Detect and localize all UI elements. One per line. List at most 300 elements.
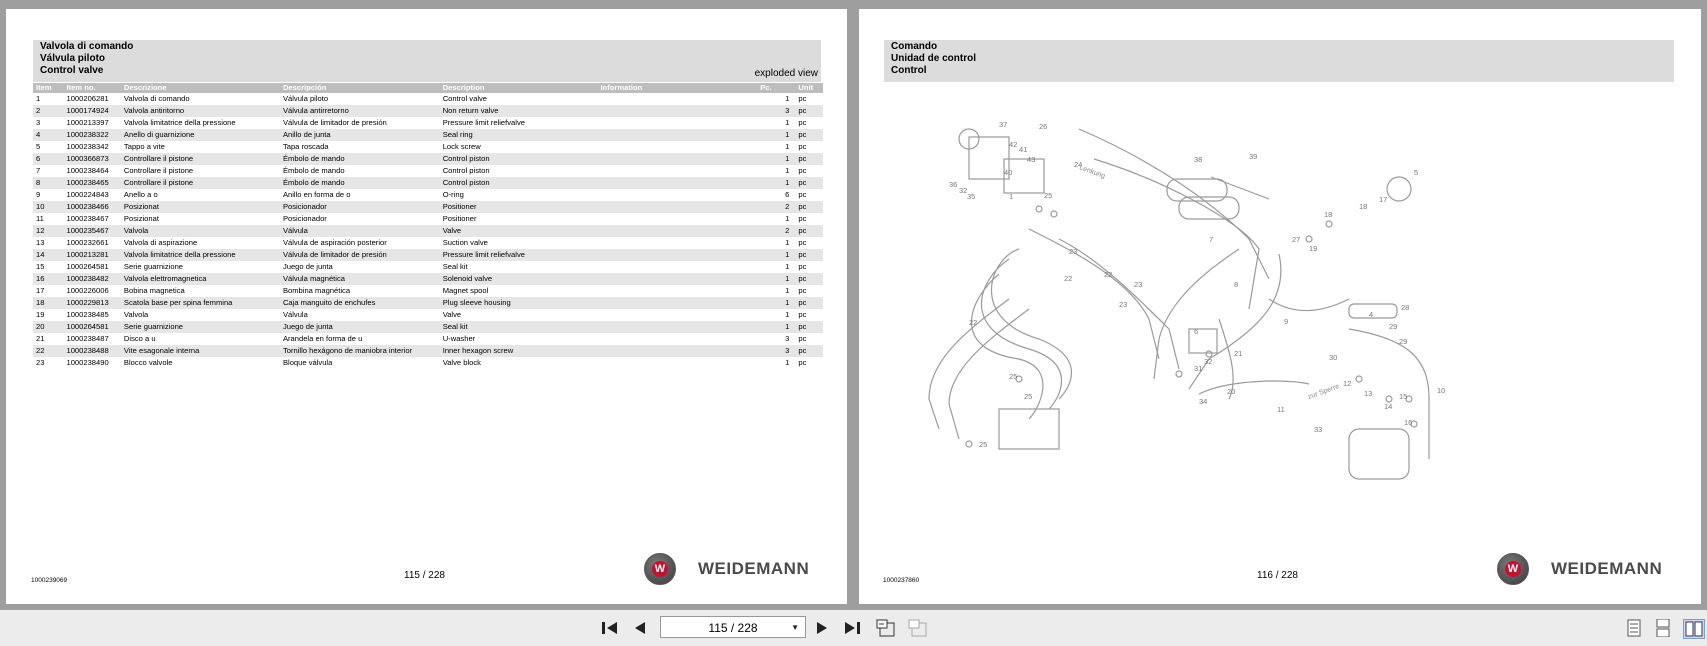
table-cell: Posizionat [121,213,280,225]
table-cell: U-washer [440,333,598,345]
table-cell: pc [795,225,823,237]
callout-number: 32 [1204,357,1213,366]
callout-number: 18 [1359,202,1368,211]
callout-number: 38 [1194,155,1203,164]
column-header: Descrizione [121,83,280,93]
table-cell: Positioner [440,201,598,213]
table-cell: 1 [760,153,795,165]
table-cell: Valvola di aspirazione [121,237,280,249]
table-cell: Bombina magnética [280,285,440,297]
document-number: 1000239069 [31,577,68,584]
hose-line [1269,299,1349,311]
table-cell: Válvula antirretorno [280,105,440,117]
table-cell: 1 [760,117,795,129]
table-cell: 1000238488 [63,345,120,357]
pump-housing [1349,429,1409,479]
callout-number: 5 [1414,168,1419,177]
table-cell: 1 [760,321,795,333]
table-cell: 5 [33,141,63,153]
table-cell: Válvula magnética [280,273,440,285]
table-cell: Seal ring [440,129,598,141]
table-cell: pc [795,105,823,117]
callout-number: 40 [1004,168,1013,177]
table-cell [597,201,760,213]
table-cell: 1 [760,309,795,321]
table-cell: Valvola limitatrice della pressione [121,117,280,129]
table-cell: 2 [760,225,795,237]
table-row [33,237,823,249]
table-cell: 3 [760,333,795,345]
table-row [33,357,823,369]
callout-number: 29 [1389,322,1398,331]
table-cell: 1 [760,165,795,177]
table-cell: Válvula de aspiración posterior [280,237,440,249]
callout-number: 14 [1384,402,1393,411]
column-header: Pc. [760,83,795,93]
table-cell: pc [795,309,823,321]
table-cell: Control piston [440,153,598,165]
table-cell: 1000238485 [63,309,120,321]
callout-number: 22 [969,318,978,327]
table-cell: Tappo a vite [121,141,280,153]
table-cell [597,165,760,177]
hose-line [1199,381,1309,394]
table-cell: 1000235467 [63,225,120,237]
table-cell: Émbolo de mando [280,177,440,189]
control-valve-block [969,137,1009,179]
table-cell: 17 [33,285,63,297]
table-cell: 1 [760,297,795,309]
label-zur-sperre: zur Sperre [1307,383,1341,401]
callout-number: 24 [1074,160,1083,169]
table-cell: Anillo en forma de o [280,189,440,201]
title-english: Control valve [40,65,104,76]
table-cell: 1 [760,177,795,189]
table-cell: 2 [33,105,63,117]
table-cell: Anello a o [121,189,280,201]
forward-view-icon[interactable] [908,619,928,637]
table-cell: 20 [33,321,63,333]
brand-name: WEIDEMANN [698,559,810,578]
table-row [33,297,823,309]
table-cell: Scatola base per spina femmina [121,297,280,309]
table-cell: Émbolo de mando [280,165,440,177]
table-cell: 1 [760,141,795,153]
table-cell: Juego de junta [280,261,440,273]
table-cell: 15 [33,261,63,273]
table-cell: Controllare il pistone [121,165,280,177]
callout-number: 27 [1292,235,1301,244]
callout-number: 16 [1404,418,1413,427]
table-cell: 3 [760,345,795,357]
page-number-field[interactable]: 115 / 228 ▼ [660,616,806,638]
table-row [33,165,823,177]
back-view-icon[interactable] [876,619,896,637]
table-cell: pc [795,261,823,273]
callout-number: 33 [1314,425,1323,434]
weidemann-logo [644,553,809,585]
table-cell [597,297,760,309]
table-cell: 22 [33,345,63,357]
table-cell [597,357,760,369]
table-cell: pc [795,321,823,333]
weidemann-logo [1497,553,1662,585]
diagram-header [884,40,1674,82]
table-cell: 1000238322 [63,129,120,141]
table-cell [597,129,760,141]
table-cell: pc [795,201,823,213]
continuous-page-icon[interactable] [1653,619,1673,637]
table-cell: pc [795,297,823,309]
table-cell: pc [795,153,823,165]
callout-number: 12 [1343,379,1352,388]
table-cell: pc [795,273,823,285]
table-cell: pc [795,237,823,249]
table-cell [597,225,760,237]
column-header: Unit [795,83,823,93]
callout-number: 28 [1401,303,1410,312]
table-cell: 18 [33,297,63,309]
parts-table-body [33,93,823,369]
table-cell [597,285,760,297]
table-cell: 1000366873 [63,153,120,165]
callout-number: 26 [1039,122,1048,131]
single-page-icon[interactable] [1624,619,1644,637]
table-cell: Disco a u [121,333,280,345]
table-row [33,141,823,153]
table-cell [597,189,760,201]
accumulator-sphere [1387,177,1411,201]
column-header: Descripción [280,83,440,93]
callout-number: 36 [949,180,958,189]
table-cell: 6 [33,153,63,165]
table-cell: 1 [33,93,63,105]
table-header-row [33,83,823,93]
title-spanish: Válvula piloto [40,53,106,64]
table-row [33,201,823,213]
title-italian: Valvola di comando [40,41,134,52]
column-header: Item [33,83,63,93]
callout-number: 23 [1119,300,1128,309]
callout-number: 25 [1024,392,1033,401]
table-cell: 1000213281 [63,249,120,261]
table-cell: Controllare il pistone [121,153,280,165]
table-cell [597,273,760,285]
right-page [859,9,1701,604]
left-page [6,9,847,604]
table-cell: 1000232661 [63,237,120,249]
callout-number: 15 [1399,392,1408,401]
page-number: 115 / 228 [404,570,445,581]
table-cell: Suction valve [440,237,598,249]
callout-number: 9 [1284,317,1289,326]
table-cell: pc [795,357,823,369]
label-lenkung: Lenkung [1078,164,1106,181]
table-cell: Positioner [440,213,598,225]
table-cell: Solenoid valve [440,273,598,285]
callout-number: 17 [1379,195,1388,204]
table-row [33,93,823,105]
first-page-icon[interactable] [600,619,620,637]
table-cell: 1000229813 [63,297,120,309]
table-row [33,309,823,321]
table-cell: 1000264581 [63,321,120,333]
callout-number: 19 [1309,244,1318,253]
table-cell: Serie guarnizione [121,321,280,333]
table-cell: Valvola antiritorno [121,105,280,117]
table-cell: 1000238464 [63,165,120,177]
table-cell: pc [795,345,823,357]
table-cell: Lock screw [440,141,598,153]
table-cell: 23 [33,357,63,369]
table-cell [597,345,760,357]
title-german: Comando [891,41,938,52]
table-cell: Tornillo hexágono de maniobra interior [280,345,440,357]
table-cell [597,309,760,321]
callout-number: 11 [1277,405,1285,414]
callout-number: 13 [1364,389,1373,398]
table-cell: 1000226006 [63,285,120,297]
table-row [33,249,823,261]
table-cell: 1000238342 [63,141,120,153]
table-cell: Valvola [121,225,280,237]
callout-number: 41 [1019,145,1028,154]
table-cell: 1 [760,237,795,249]
table-cell: 12 [33,225,63,237]
table-cell [597,249,760,261]
table-cell: 3 [760,105,795,117]
table-cell: 1000174924 [63,105,120,117]
table-cell: 1 [760,213,795,225]
table-cell: O-ring [440,189,598,201]
table-cell: Non return valve [440,105,598,117]
table-cell: 1000238490 [63,357,120,369]
table-cell: Caja manguito de enchufes [280,297,440,309]
table-cell: Válvula piloto [280,93,440,105]
table-cell: 1000238466 [63,201,120,213]
table-cell: Controllare il pistone [121,177,280,189]
table-cell: Control piston [440,177,598,189]
table-cell: Posicionador [280,201,440,213]
table-cell: 3 [33,117,63,129]
table-row [33,285,823,297]
filter-cylinder [1167,179,1227,201]
table-cell: pc [795,141,823,153]
table-cell [597,105,760,117]
callout-number: 25 [1009,372,1018,381]
column-header: Item no. [63,83,120,93]
table-cell [597,93,760,105]
table-cell: 21 [33,333,63,345]
table-cell: pc [795,117,823,129]
table-cell [597,141,760,153]
callout-number: 21 [1234,349,1243,358]
table-cell [597,117,760,129]
column-header: Information [597,83,760,93]
table-cell: 1000238487 [63,333,120,345]
table-cell: Inner hexagon screw [440,345,598,357]
rod-line [1211,177,1269,199]
table-cell [597,333,760,345]
callout-number: 6 [1194,327,1199,336]
table-cell: 1000238465 [63,177,120,189]
exploded-view-diagram [909,99,1469,499]
callout-number: 20 [1227,387,1236,396]
table-cell: 1000224843 [63,189,120,201]
table-cell: Émbolo de mando [280,153,440,165]
table-row [33,225,823,237]
column-header: Description [440,83,598,93]
callout-number: 25 [979,440,988,449]
table-cell: Válvula de limitador de presión [280,249,440,261]
hose-line [1029,229,1159,359]
table-cell: 1000213397 [63,117,120,129]
callout-number: 22 [1064,274,1073,283]
callout-number: 4 [1369,310,1374,319]
callout-number: 31 [1194,364,1203,373]
table-cell: 2 [760,201,795,213]
table-cell: Magnet spool [440,285,598,297]
table-cell: 1000264581 [63,261,120,273]
table-cell: 16 [33,273,63,285]
table-cell: 1 [760,285,795,297]
last-page-icon[interactable] [842,619,862,637]
table-row [33,273,823,285]
table-cell: Valve [440,309,598,321]
previous-page-icon[interactable] [630,619,650,637]
table-cell: 9 [33,189,63,201]
table-cell: pc [795,189,823,201]
table-cell: Valve [440,225,598,237]
callout-number: 42 [1009,140,1018,149]
table-row [33,117,823,129]
table-cell: 8 [33,177,63,189]
table-cell: Posicionador [280,213,440,225]
table-cell: 7 [33,165,63,177]
callout-number: 32 [959,186,968,195]
table-cell: Posizionat [121,201,280,213]
table-row [33,189,823,201]
table-cell: pc [795,129,823,141]
table-cell: Valvola di comando [121,93,280,105]
table-cell: Válvula [280,225,440,237]
table-cell: pc [795,93,823,105]
table-cell: 1000238482 [63,273,120,285]
table-cell: pc [795,165,823,177]
table-cell: 10 [33,201,63,213]
table-cell: pc [795,177,823,189]
table-cell: Serie guarnizione [121,261,280,273]
table-cell: Blocco valvole [121,357,280,369]
table-cell: 1 [760,261,795,273]
callout-number: 37 [999,120,1008,129]
table-cell: Vite esagonale interna [121,345,280,357]
table-cell: Tapa roscada [280,141,440,153]
table-cell: Control valve [440,93,598,105]
table-cell: pc [795,213,823,225]
table-row [33,321,823,333]
chevron-down-icon[interactable]: ▼ [791,623,799,632]
table-cell: 1 [760,273,795,285]
parts-table [33,83,823,369]
callout-number: 7 [1209,235,1214,244]
table-cell: 1 [760,93,795,105]
table-cell: Control piston [440,165,598,177]
callout-number: 35 [967,192,976,201]
table-cell: Seal kit [440,321,598,333]
table-cell [597,321,760,333]
table-cell: 1 [760,357,795,369]
table-cell: Anillo de junta [280,129,440,141]
table-cell: Seal kit [440,261,598,273]
table-cell: Pressure limit reliefvalve [440,249,598,261]
table-row [33,213,823,225]
table-cell: 1000238467 [63,213,120,225]
callout-number: 29 [1399,337,1408,346]
callout-number: 1 [1009,192,1014,201]
table-cell: 1 [760,129,795,141]
hose-line [992,249,1072,399]
parts-header [33,40,821,82]
viewer-toolbar [0,610,1707,646]
table-cell: Juego de junta [280,321,440,333]
table-cell: Plug sleeve housing [440,297,598,309]
table-cell [597,213,760,225]
table-cell [597,261,760,273]
callout-number: 8 [1234,280,1239,289]
callout-number: 25 [1044,191,1053,200]
table-cell: Valve block [440,357,598,369]
page-number: 116 / 228 [1257,570,1298,581]
table-cell: 1 [760,249,795,261]
callout-number: 43 [1027,155,1036,164]
logo-emblem-icon: W [644,553,676,585]
table-cell: Valvola elettromagnetica [121,273,280,285]
table-cell: Bobina magnetica [121,285,280,297]
callout-number: 22 [1104,270,1113,279]
table-cell: pc [795,249,823,261]
filter-cylinder [1179,197,1239,219]
hose-line [1349,329,1429,459]
table-cell: 11 [33,213,63,225]
table-cell [597,237,760,249]
table-row [33,333,823,345]
exploded-view-label: exploded view [754,68,818,79]
table-row [33,261,823,273]
table-cell: Bloque válvula [280,357,440,369]
callout-number: 39 [1249,152,1258,161]
callout-number: 18 [1324,210,1333,219]
table-cell: 4 [33,129,63,141]
table-cell: pc [795,333,823,345]
table-cell: Arandela en forma de u [280,333,440,345]
table-cell: Valvola limitatrice della pressione [121,249,280,261]
callout-number: 23 [1134,280,1143,289]
table-cell: Válvula [280,309,440,321]
callout-number: 34 [1199,397,1208,406]
valve-block [999,409,1059,449]
callout-number: 23 [1069,247,1078,256]
table-cell: 13 [33,237,63,249]
table-row [33,153,823,165]
table-row [33,129,823,141]
two-page-icon[interactable] [1683,619,1705,639]
table-cell: 1000206281 [63,93,120,105]
title-spanish: Unidad de control [891,53,976,64]
brand-name: WEIDEMANN [1551,559,1663,578]
next-page-icon[interactable] [812,619,832,637]
table-row [33,177,823,189]
